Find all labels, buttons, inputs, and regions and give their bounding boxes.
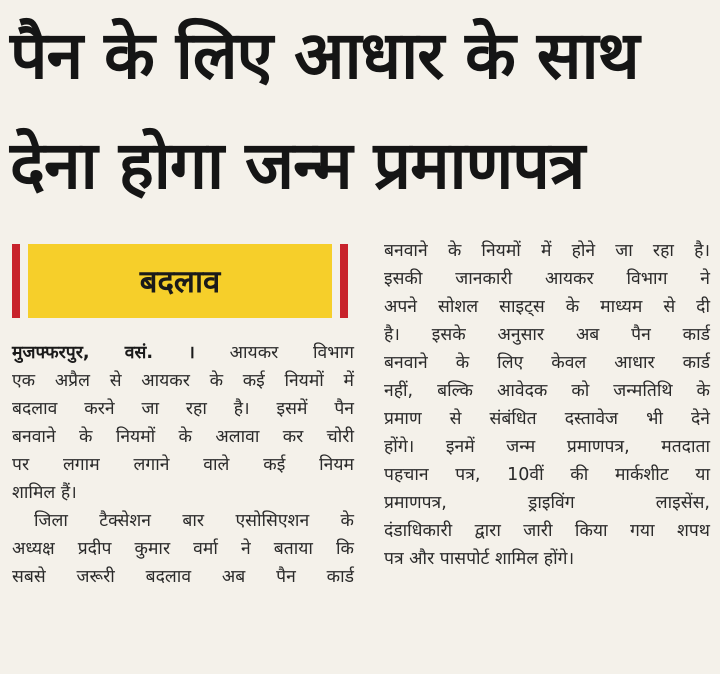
headline-line-1: पैन के लिए आधार के साथ xyxy=(10,17,639,94)
column2-line: इसकी जानकारी आयकर विभाग ने xyxy=(384,269,710,289)
section-tag-label: बदलाव xyxy=(139,264,221,300)
column2-line: पत्र और पासपोर्ट शामिल होंगे। xyxy=(384,549,575,569)
column1-line: सबसे जरूरी बदलाव अब पैन कार्ड xyxy=(12,567,354,587)
column2-line: दंडाधिकारी द्वारा जारी किया गया शपथ xyxy=(384,521,710,541)
column2-line: बनवाने के नियमों में होने जा रहा है। xyxy=(384,241,710,261)
column2-line: अपने सोशल साइट्स के माध्यम से दी xyxy=(384,297,710,317)
column1-first-line xyxy=(12,339,354,367)
column2-line: बनवाने के लिए केवल आधार कार्ड xyxy=(384,353,710,373)
article-column-1 xyxy=(12,339,354,591)
column2-line: पहचान पत्र, 10वीं की मार्कशीट या xyxy=(384,465,710,485)
column2-line: है। इसके अनुसार अब पैन कार्ड xyxy=(384,325,710,345)
tag-bar-right xyxy=(340,244,348,318)
tag-bar-left xyxy=(12,244,20,318)
column2-line: नहीं, बल्कि आवेदक को जन्मतिथि के xyxy=(384,381,710,401)
tag-fill xyxy=(28,244,332,318)
column1-line: अध्यक्ष प्रदीप कुमार वर्मा ने बताया कि xyxy=(12,539,354,559)
column1-line: एक अप्रैल से आयकर के कई नियमों में xyxy=(12,371,354,391)
column1-line: बदलाव करने जा रहा है। इसमें पैन xyxy=(12,399,354,419)
headline-line-2: देना होगा जन्म प्रमाणपत्र xyxy=(10,127,585,204)
column2-line: प्रमाणपत्र, ड्राइविंग लाइसेंस, xyxy=(384,493,710,513)
column1-line: जिला टैक्सेशन बार एसोसिएशन के xyxy=(34,511,354,531)
section-tag xyxy=(12,244,348,318)
article-column-2 xyxy=(384,237,710,573)
dateline: मुजफ्फरपुर, वसं. । xyxy=(12,343,195,363)
column1-line: बनवाने के नियमों के अलावा कर चोरी xyxy=(12,427,354,447)
column2-line: प्रमाण से संबंधित दस्तावेज भी देने xyxy=(384,409,710,429)
column1-line: पर लगाम लगाने वाले कई नियम xyxy=(12,455,354,475)
column1-first-line-text: आयकर विभाग xyxy=(229,343,354,363)
column2-line: होंगे। इनमें जन्म प्रमाणपत्र, मतदाता xyxy=(384,437,710,457)
column1-line: शामिल हैं। xyxy=(12,483,77,503)
